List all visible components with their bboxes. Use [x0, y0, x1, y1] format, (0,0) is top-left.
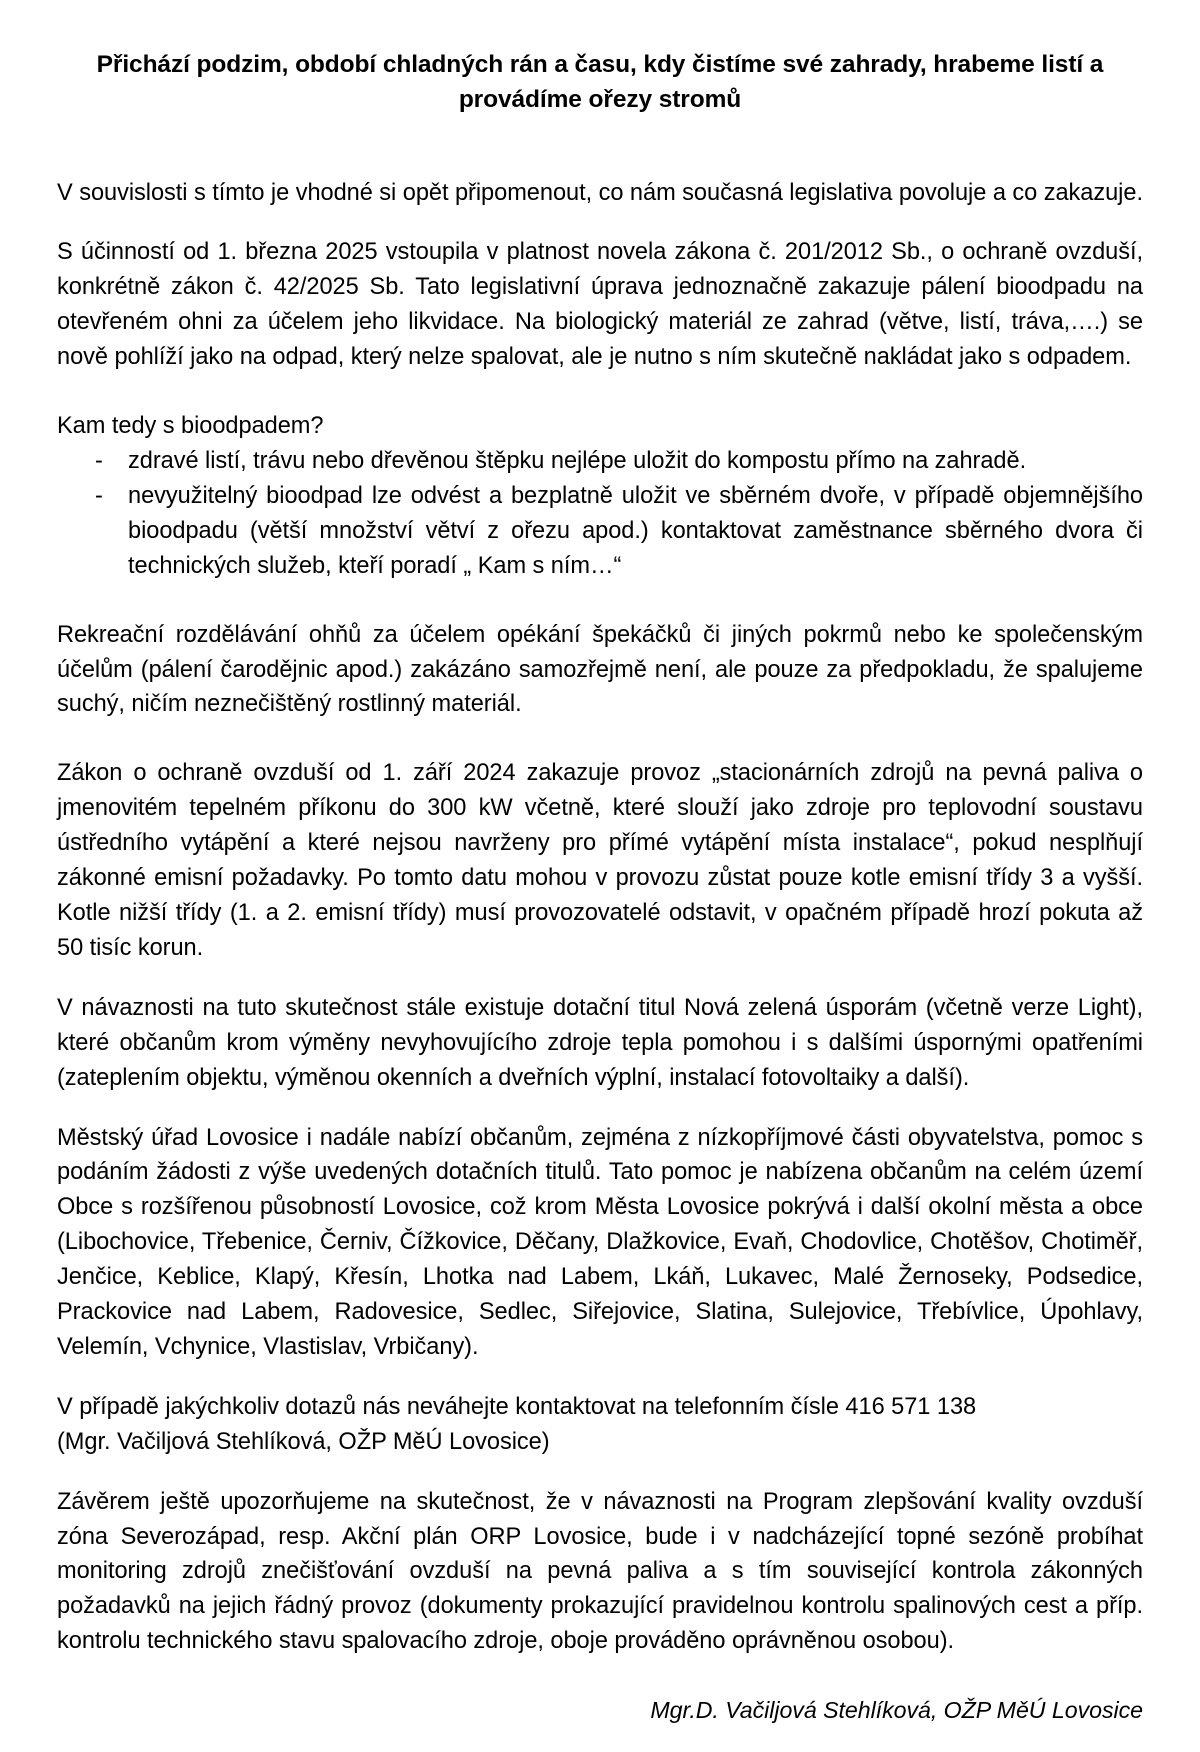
- spacer: [57, 118, 1143, 176]
- list-item: [57, 444, 1143, 479]
- paragraph-intro: V souvislosti s tímto je vhodné si opět připomenout, co nám současná legislativa povoluje a co zakazuje.: [57, 179, 1143, 206]
- signature-line: Mgr.D. Vačiljová Stehlíková, OŽP MěÚ Lovosice: [650, 1697, 1143, 1724]
- spacer: [57, 722, 1143, 756]
- dash-marker: -: [95, 482, 103, 509]
- spacer: [57, 375, 1143, 409]
- paragraph-contact-line-2: (Mgr. Vačiljová Stehlíková, OŽP MěÚ Lovosice): [57, 1428, 550, 1455]
- dash-marker: -: [95, 448, 103, 474]
- list-item-label: nevyužitelný bioodpad lze odvést a bezplatně uložit ve sběrném dvoře, v případě objemnějšího bioodpadu (větší množství větví z ořezu apod.) kontaktovat zaměstnance sběrného dvora či technických služeb, kteří poradí „ Kam s ním…“: [128, 482, 1143, 579]
- bioodpad-options-list: [57, 444, 1143, 584]
- paragraph-subsidy-program: V návaznosti na tuto skutečnost stále existuje dotační titul Nová zelená úsporám (včetně verze Light), které občanům krom výměny nevyhovujícího zdroje tepla pomohou i s dalšími úspornými opatřeními (zateplením objektu, výměnou okenních a dveřních výplní, instalací fotovoltaiky a další).: [57, 994, 1143, 1091]
- paragraph-question: Kam tedy s bioodpadem?: [57, 413, 324, 440]
- list-item: [57, 479, 1143, 584]
- paragraph-recreational-fires: Rekreační rozdělávání ohňů za účelem opékání špekáčků či jiných pokrmů nebo ke společenským účelům (pálení čarodějnic apod.) zakázáno samozřejmě není, ale pouze za předpokladu, že spalujeme suchý, ničím neznečištěný rostlinný materiál.: [57, 621, 1143, 718]
- paragraph-legislation: S účinností od 1. března 2025 vstoupila v platnost novela zákona č. 201/2012 Sb., o ochraně ovzduší, konkrétně zákon č. 42/2025 Sb. Tato legislativní úprava jednoznačně zakazuje pálení bioodpadu na otevřeném ohni za účelem jeho likvidace. Na biologický materiál ze zahrad (větve, listí, tráva,….) se nově pohlíží jako na odpad, který nelze spalovat, ale je nutno s ním skutečně nakládat jako s odpadem.: [57, 239, 1143, 371]
- spacer: [57, 1460, 1143, 1485]
- spacer: [57, 1096, 1143, 1121]
- spacer: [57, 1659, 1143, 1693]
- page-title: Přichází podzim, období chladných rán a času, kdy čistíme své zahrady, hrabeme listí a provádíme ořezy stromů: [96, 51, 1104, 113]
- paragraph-contact-line-1: V případě jakýchkoliv dotazů nás neváhejte kontaktovat na telefonním čísle 416 571 138: [57, 1393, 977, 1420]
- paragraph-boiler-rules: Zákon o ochraně ovzduší od 1. září 2024 zakazuje provoz „stacionárních zdrojů na pevná paliva o jmenovitém tepelném příkonu do 300 kW včetně, které slouží jako zdroje pro teplovodní soustavu ústředního vytápění a které nejsou navrženy pro přímé vytápění místa instalace“, pokud nesplňují zákonné emisní požadavky. Po tomto datu mohou v provozu zůstat pouze kotle emisní třídy 3 a vyšší. Kotle nižší třídy (1. a 2. emisní třídy) musí provozovatelé odstavit, v opačném případě hrozí pokuta až 50 tisíc korun.: [57, 760, 1143, 961]
- paragraph-closing-monitoring: Závěrem ještě upozorňujeme na skutečnost, že v návaznosti na Program zlepšování kvality ovzduší zóna Severozápad, resp. Akční plán ORP Lovosice, bude i v nadcházející topné sezóně probíhat monitoring zdrojů znečišťování ovzduší na pevná paliva a s tím související kontrola zákonných požadavků na jejich řádný provoz (dokumenty prokazující pravidelnou kontrolu spalinových cest a příp. kontrolu technického stavu spalovacího zdroje, oboje prováděno oprávněnou osobou).: [57, 1488, 1143, 1655]
- spacer: [57, 584, 1143, 618]
- spacer: [57, 966, 1143, 991]
- spacer: [57, 210, 1143, 235]
- document-content: [57, 0, 1143, 1728]
- spacer: [57, 1365, 1143, 1390]
- paragraph-office-help: Městský úřad Lovosice i nadále nabízí občanům, zejména z nízkopříjmové části obyvatelstva, pomoc s podáním žádosti z výše uvedených dotačních titulů. Tato pomoc je nabízena občanům na celém území Obce s rozšířenou působností Lovosice, což krom Města Lovosice pokrývá i další okolní města a obce (Libochovice, Třebenice, Černiv, Čížkovice, Děčany, Dlažkovice, Evaň, Chodovlice, Chotěšov, Chotiměř, Jenčice, Keblice, Klapý, Křesín, Lhotka nad Labem, Lkáň, Lukavec, Malé Žernoseky, Podsedice, Prackovice nad Labem, Radovesice, Sedlec, Siřejovice, Slatina, Sulejovice, Třebívlice, Úpohlavy, Velemín, Vchynice, Vlastislav, Vrbičany).: [57, 1124, 1143, 1360]
- list-item-label: zdravé listí, trávu nebo dřevěnou štěpku nejlépe uložit do kompostu přímo na zahradě.: [128, 448, 1027, 474]
